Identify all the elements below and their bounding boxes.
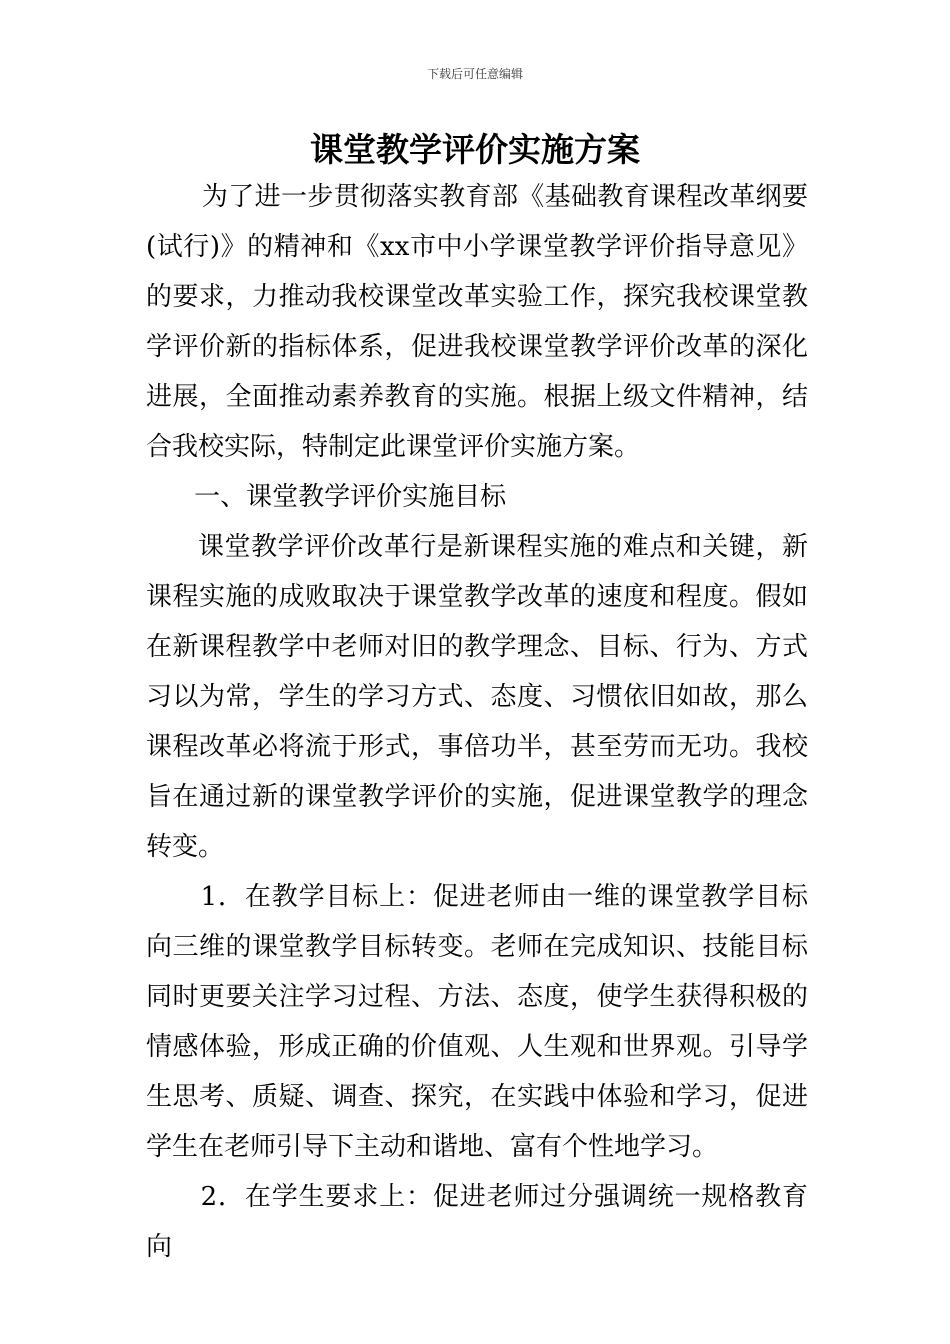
document-body — [146, 172, 808, 1272]
header-note: 下载后可任意编辑 — [426, 67, 523, 81]
list-item-2: 2．在学生要求上：促进老师过分强调统一规格教育向 — [146, 1182, 808, 1262]
intro-paragraph: 为了进一步贯彻落实教育部《基础教育课程改革纲要(试行)》的精神和《xx市中小学课堂教学评价指导意见》的要求，力推动我校课堂改革实验工作，探究我校课堂教学评价新的指标体系，促进我校课堂教学评价改革的深化进展，全面推动素养教育的实施。根据上级文件精神，结合我校实际，特制定此课堂评价实施方案。 — [146, 182, 808, 462]
body-paragraph: 课堂教学评价改革行是新课程实施的难点和关键，新课程实施的成败取决于课堂教学改革的速度和程度。假如在新课程教学中老师对旧的教学理念、目标、行为、方式习以为常，学生的学习方式、态度、习惯依旧如故，那么课程改革必将流于形式，事倍功半，甚至劳而无功。我校旨在通过新的课堂教学评价的实施，促进课堂教学的理念转变。 — [146, 532, 808, 862]
document-title: 课堂教学评价实施方案 — [310, 130, 640, 169]
list-item-1: 1．在教学目标上：促进老师由一维的课堂教学目标向三维的课堂教学目标转变。老师在完成知识、技能目标同时更要关注学习过程、方法、态度，使学生获得积极的情感体验，形成正确的价值观、人生观和世界观。引导学生思考、质疑、调查、探究，在实践中体验和学习，促进学生在老师引导下主动和谐地、富有个性地学习。 — [146, 882, 808, 1162]
section-heading: 一、课堂教学评价实施目标 — [194, 482, 507, 512]
